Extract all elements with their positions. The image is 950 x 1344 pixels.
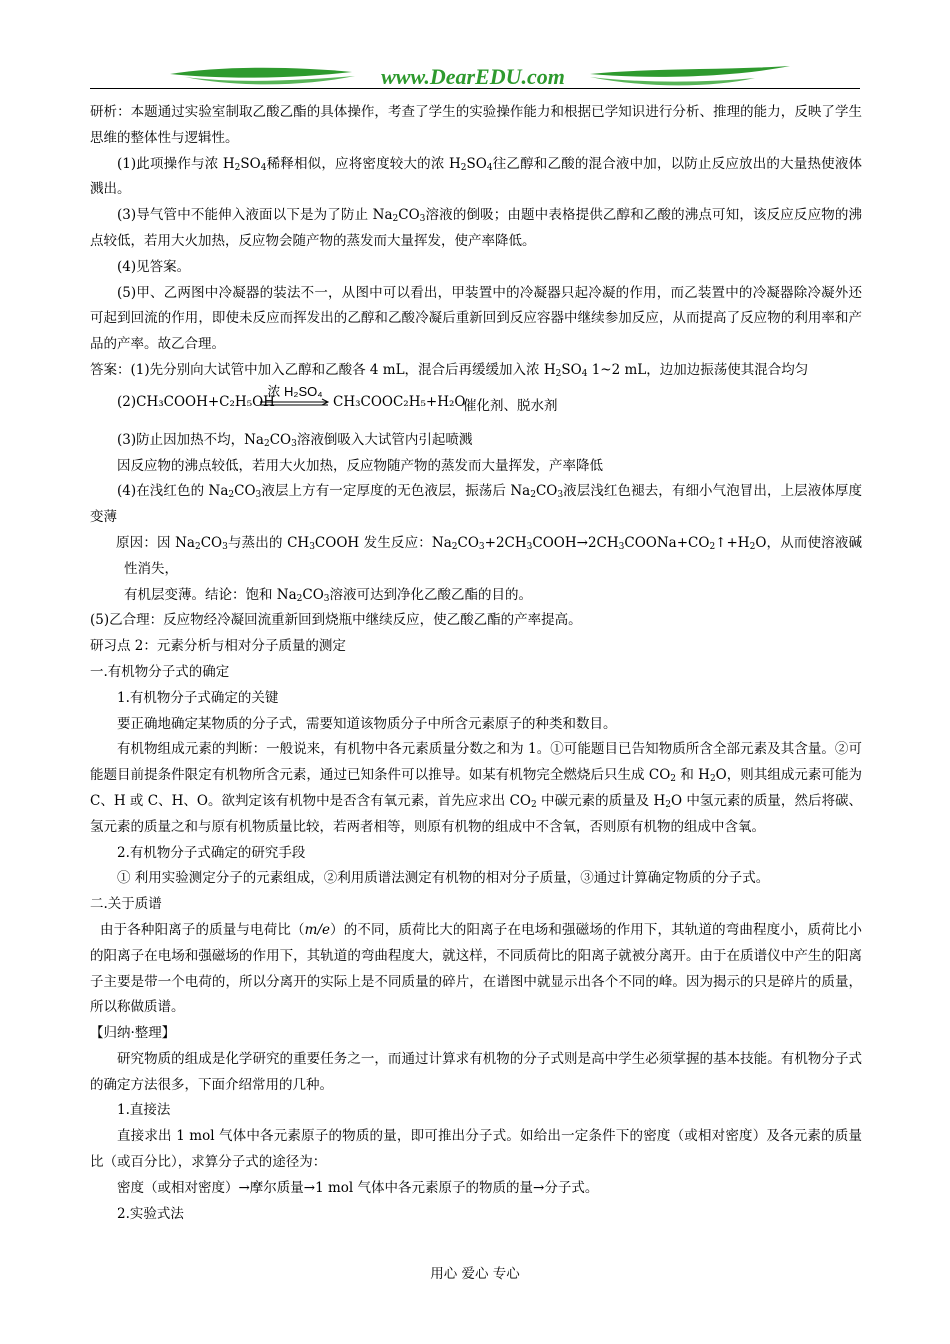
- subheading-1-1: 1.有机物分子式确定的关键: [117, 689, 279, 706]
- reaction-condition: 浓 H₂SO₄: [267, 383, 323, 399]
- analysis-point-4: (4)见答案。: [117, 258, 191, 275]
- analysis-point-1: (1)此项操作与浓 $H_2SO_4$稀释相似，应将密度较大的浓 $H_2SO_4$往乙醇和乙酸的混合液中加，以防止反应放出的大量热使液体溅出。: [90, 155, 862, 198]
- summary-paragraph: 研究物质的组成是化学研究的重要任务之一，而通过计算求有机物的分子式则是高中学生必须掌握的基本技能。有机物分子式的确定方法很多，下面介绍常用的几种。: [90, 1050, 862, 1093]
- section-heading-1: 一.有机物分子式的确定: [90, 663, 230, 680]
- site-header-banner: [90, 58, 860, 96]
- answer-1: 答案：(1)先分别向大试管中加入乙醇和乙酸各 4 mL，混合后再缓缓加入浓 $H_2SO_4$ 1~2 mL，边加边振荡使其混合均匀: [90, 361, 809, 379]
- document-body: [90, 100, 862, 1227]
- subsection-1-paragraph-1: 要正确地确定某物质的分子式，需要知道该物质分子中所含元素原子的种类和数目。: [117, 715, 617, 732]
- analysis-intro: 研析：本题通过实验室制取乙酸乙酯的具体操作，考查了学生的实验操作能力和根据已学知识进行分析、推理的能力，反映了学生思维的整体性与逻辑性。: [90, 104, 862, 146]
- section-heading-2: 二.关于质谱: [90, 896, 162, 913]
- analysis-point-5: (5)甲、乙两图中冷凝器的装法不一，从图中可以看出，甲装置中的冷凝器只起冷凝的作用，而乙装置中的冷凝器除冷凝外还可起到回流的作用，即使未反应而挥发出的乙醇和乙酸冷凝后重新回到反应容器中继续参加反应，从而提高了反应物的利用率和产品的产率。故乙合理。: [90, 284, 862, 353]
- section-study-point-2: 研习点 2：元素分析与相对分子质量的测定: [90, 638, 346, 655]
- subsection-1-paragraph-2: 有机物组成元素的判断：一般说来，有机物中各元素质量分数之和为 1。①可能题目已告知物质所含全部元素及其含量。②可能题目前提条件限定有机物所含元素，通过已知条件可以推导。如某有机物完全燃烧后只生成 $CO_2$ 和 $H_2O$，则其组成元素可能为 C、H 或 C、H、O。欲判定该有机物中是否含有氧元素，首先应求出 $CO_2$ 中碳元素的质量及 $H_2O$ 中氢元素的质量，然后将碳、氢元素的质量之和与原有机物质量比较，若两者相等，则原有机物的组成中不含氧，否则原有机物的组成中含氧。: [90, 741, 863, 835]
- method-1-heading: 1.直接法: [117, 1102, 171, 1119]
- equation-reactants: (2)CH₃COOH+C₂H₅OH: [117, 393, 275, 410]
- subheading-1-2: 2.有机物分子式确定的研究手段: [117, 844, 306, 861]
- header-rule: [90, 88, 860, 89]
- method-2-heading: 2.实验式法: [117, 1205, 184, 1222]
- summary-heading: 【归纳·整理】: [90, 1025, 176, 1042]
- method-1-path: 密度（或相对密度）→摩尔质量→1 mol 气体中各元素原子的物质的量→分子式。: [117, 1179, 599, 1196]
- subsection-2-paragraph: ① 利用实验测定分子的元素组成，②利用质谱法测定有机物的相对分子质量，③通过计算确定物质的分子式。: [117, 870, 770, 887]
- analysis-point-3: (3)导气管中不能伸入液面以下是为了防止 $Na_2CO_3$溶液的倒吸；由题中表格提供乙醇和乙酸的沸点可知，该反应反应物的沸点较低，若用大火加热，反应物会随产物的蒸发而大量挥发，使产率降低。: [90, 207, 862, 249]
- answer-2-equation: [90, 384, 862, 428]
- equation-note: 催化剂、脱水剂: [463, 397, 558, 414]
- answer-4-reason: 原因：因 $Na_2CO_3$与蒸出的 $CH_3COOH$ 发生反应：$Na_2CO_3+2CH_3COOH\to 2CH_3COONa+CO_2↑+H_2O$，从而使溶液碱性消失，: [116, 534, 862, 577]
- method-1-paragraph: 直接求出 1 mol 气体中各元素原子的物质的量，即可推出分子式。如给出一定条件下的密度（或相对密度）及各元素的质量比（或百分比），求算分子式的途径为：: [90, 1128, 862, 1171]
- answer-3-reason: 因反应物的沸点较低，若用大火加热，反应物随产物的蒸发而大量挥发，产率降低: [117, 457, 603, 474]
- answer-3: (3)防止因加热不均，$Na_2CO_3$溶液倒吸入大试管内引起喷溅: [117, 431, 473, 449]
- answer-5: (5)乙合理：反应物经冷凝回流重新回到烧瓶中继续反应，使乙酸乙酯的产率提高。: [90, 612, 582, 629]
- site-name: www.DearEDU.com: [381, 64, 565, 89]
- answer-4-conclusion: 有机层变薄。结论：饱和 $Na_2CO_3$溶液可达到净化乙酸乙酯的目的。: [124, 586, 533, 604]
- equation-products: CH₃COOC₂H₅+H₂O: [333, 393, 466, 410]
- reaction-arrow-icon: [258, 384, 332, 420]
- answer-4: (4)在浅红色的 $Na_2CO_3$液层上方有一定厚度的无色液层，振荡后 $Na_2CO_3$液层浅红色褪去，有细小气泡冒出，上层液体厚度变薄: [90, 483, 863, 526]
- reaction-arrow: [258, 384, 332, 420]
- mass-spectrum-paragraph: 由于各种阳离子的质量与电荷比（m/e）的不同，质荷比大的阳离子在电场和强磁场的作用下，其轨道的弯曲程度小，质荷比小的阳离子在电场和强磁场的作用下，其轨道的弯曲程度大，就这样，不同质荷比的阳离子就被分离开。由于在质谱仪中产生的阳离子主要是带一个电荷的，所以分离开的实际上是不同质量的碎片，在谱图中就显示出各个不同的峰。因为揭示的只是碎片的质量，所以称做质谱。: [90, 921, 863, 1016]
- site-logo-graphic: [90, 58, 860, 96]
- page-footer: 用心 爱心 专心: [430, 1266, 520, 1282]
